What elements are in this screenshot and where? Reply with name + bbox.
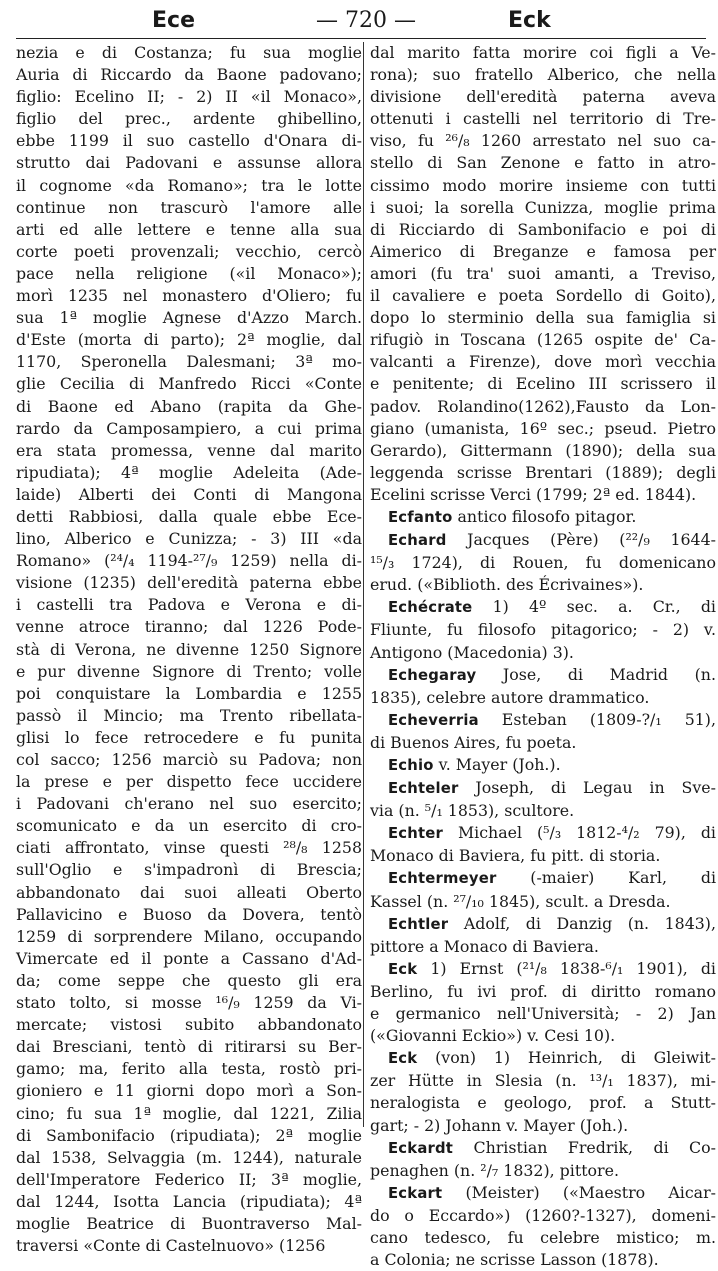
text-line: passò il Mincio; ma Trento ribellata- — [16, 705, 362, 725]
text-line: lino, Alberico e Cunizza; - 3) III «da — [16, 529, 362, 549]
text-line: di Ricciardo di Sambonifacio e poi di — [370, 219, 716, 239]
entry-headword: Echtler — [388, 915, 449, 933]
entry-text: 1) Ernst (²¹/₈ 1838-⁶/₁ 1901), di — [417, 958, 716, 978]
text-line: d'Este (morta di parto); 2ª moglie, dal — [16, 330, 362, 350]
text-line: ottenuti i castelli nel territorio di Tre- — [370, 109, 716, 129]
text-line: rifugiò in Toscana (1265 ospite de' Ca- — [370, 330, 716, 350]
text-line: strutto dai Padovani e assunse allora — [16, 153, 362, 173]
text-line: giano (umanista, 16º sec.; pseud. Pietro — [370, 418, 716, 438]
text-line: leggenda scrisse Brentari (1889); degli — [370, 462, 716, 482]
text-line: nezia e di Costanza; fu sua moglie — [16, 43, 362, 62]
text-line: Romano» (²⁴/₄ 1194-²⁷/₉ 1259) nella di- — [16, 551, 362, 571]
text-line: rardo da Camposampiero, a cui prima — [16, 418, 362, 438]
text-line: padov. Rolandino(1262),Fausto da Lon- — [370, 396, 716, 416]
text-line: abbandonato dai suoi alleati Oberto — [16, 882, 362, 902]
column-divider — [363, 42, 364, 1127]
text-line: 1259 di sorprendere Milano, occupando — [16, 926, 362, 946]
text-line: sull'Oglio e s'impadronì di Brescia; — [16, 860, 362, 880]
entry-text: Esteban (1809-?/₁ 51), — [478, 709, 716, 729]
text-line: dell'Imperatore Federico II; 3ª moglie, — [16, 1169, 362, 1189]
text-line: morì 1235 nel monastero d'Oliero; fu — [16, 286, 362, 306]
entry-text: Joseph, di Legau in Sve- — [458, 778, 716, 798]
text-line: cissimo modo morire insieme con tutti — [370, 175, 716, 195]
text-line: cano tedesco, fu celebre mistico; m. — [370, 1227, 716, 1247]
dictionary-entry — [370, 777, 716, 800]
page-header — [0, 6, 718, 36]
text-line: ciati affrontato, vinse questi ²⁸/₈ 1258 — [16, 838, 362, 858]
text-line: pittore a Monaco di Baviera. — [370, 936, 599, 956]
text-line: poi conquistare la Lombardia e 1255 — [16, 683, 362, 703]
text-line: continue non trascurò l'amore alle — [16, 197, 362, 217]
text-line: Berlino, fu ivi prof. di diritto romano — [370, 981, 716, 1001]
text-line: di Baone ed Abano (rapita da Ghe- — [16, 396, 362, 416]
dictionary-entry — [370, 506, 716, 529]
text-line: glie Cecilia di Manfredo Ricci «Conte — [16, 374, 362, 394]
text-line: i suoi; la sorella Cunizza, moglie prima — [370, 197, 716, 217]
entry-headword: Echegaray — [388, 666, 477, 684]
left-column — [16, 42, 362, 1256]
text-line: moglie Beatrice di Buontraverso Mal- — [16, 1213, 362, 1233]
text-line: 1835), celebre autore drammatico. — [370, 687, 650, 707]
entry-headword: Echter — [388, 825, 444, 843]
text-line: il cavaliere e poeta Sordello di Goito), — [370, 286, 716, 306]
text-line: Fliunte, fu filosofo pitagorico; - 2) v. — [370, 620, 716, 640]
text-line: rona); suo fratello Alberico, che nella — [370, 65, 716, 85]
dictionary-entry — [370, 1182, 716, 1205]
dictionary-entry — [370, 822, 716, 845]
entry-text: Jose, di Madrid (n. — [476, 664, 716, 684]
text-line: ebbe 1199 il suo castello d'Onara di- — [16, 131, 362, 151]
entry-headword: Eck — [388, 1050, 418, 1068]
entry-text: (-maier) Karl, di — [496, 868, 716, 888]
text-line: dai Bresciani, tentò di ritirarsi su Ber- — [16, 1037, 362, 1057]
text-line: neralogista e geologo, prof. a Stutt- — [370, 1093, 716, 1113]
text-line: 1170, Speronella Dalesmani; 3ª mo- — [16, 352, 362, 372]
text-line: viso, fu ²⁶/₈ 1260 arrestato nel suo ca- — [370, 131, 716, 151]
entry-text: 1) 4º sec. a. Cr., di — [472, 597, 716, 617]
text-line: stato tolto, si mosse ¹⁶/₉ 1259 da Vi- — [16, 993, 362, 1013]
text-line: Pallavicino e Buoso da Dovera, tentò — [16, 904, 362, 924]
text-line: venne atroce tiranno; dal 1226 Pode- — [16, 617, 362, 637]
dictionary-entry — [370, 529, 716, 552]
text-line: via (n. ⁵/₁ 1853), scultore. — [370, 801, 575, 821]
text-line: Vimercate ed il ponte a Cassano d'Ad- — [16, 948, 362, 968]
text-line: i castelli tra Padova e Verona e di- — [16, 595, 362, 615]
text-line: Ecelini scrisse Verci (1799; 2ª ed. 1844). — [370, 484, 697, 504]
text-line: dal marito fatta morire coi figli a Ve- — [370, 43, 716, 62]
text-line: erud. («Biblioth. des Écrivaines»). — [370, 575, 644, 595]
entry-headword: Echeverria — [388, 711, 479, 729]
text-line: valcanti a Firenze), dove morì vecchia — [370, 352, 716, 372]
text-line: stello di San Zenone e fatto in atro- — [370, 153, 716, 173]
entry-headword: Echio — [388, 757, 434, 774]
text-line: visione (1235) dell'eredità paterna ebbe — [16, 573, 362, 593]
text-line: Auria di Riccardo da Baone padovano; — [16, 65, 362, 85]
entry-text: Jacques (Père) (²²/₉ 1644- — [446, 530, 716, 550]
text-line: gart; - 2) Johann v. Mayer (Joh.). — [370, 1115, 629, 1135]
text-line: scomunicato e da un esercito di cro- — [16, 816, 362, 836]
text-line: divisione dell'eredità paterna aveva — [370, 87, 716, 107]
text-line: dal 1244, Isotta Lancia (ripudiata); 4ª — [16, 1191, 362, 1211]
text-line: Aimerico di Breganze e famosa per — [370, 241, 716, 261]
text-line: cino; fu sua 1ª moglie, dal 1221, Zilia — [16, 1103, 362, 1123]
entry-text: (Meister) («Maestro Aicar- — [442, 1182, 716, 1202]
dictionary-entry — [370, 913, 716, 936]
entry-text: Christian Fredrik, di Co- — [453, 1137, 716, 1157]
text-line: di Sambonifacio (ripudiata); 2ª moglie — [16, 1125, 362, 1145]
entry-headword: Echtermeyer — [388, 870, 497, 888]
text-line: Gerardo), Gittermann (1890); della sua — [370, 440, 716, 460]
text-line: gioniero e 11 giorni dopo morì a Son- — [16, 1081, 362, 1101]
entry-headword: Echécrate — [388, 599, 473, 617]
dictionary-entry — [370, 867, 716, 890]
text-line: Kassel (n. ²⁷/₁₀ 1845), scult. a Dresda. — [370, 891, 671, 911]
right-guide-word: Eck — [508, 8, 551, 33]
text-line: arti ed alle lettere e tenne alla sua — [16, 219, 362, 239]
text-line: a Colonia; ne scrisse Lasson (1878). — [370, 1250, 659, 1270]
entry-headword: Echteler — [388, 780, 459, 798]
entry-text: Adolf, di Danzig (n. 1843), — [448, 913, 716, 933]
text-line: e pur divenne Signore di Trento; volle — [16, 661, 362, 681]
text-line: («Giovanni Eckio») v. Cesi 10). — [370, 1026, 616, 1046]
header-rule — [16, 38, 706, 39]
text-line: da; come seppe che questo gli era — [16, 970, 362, 990]
text-line: la prese e per dispetto fece uccidere — [16, 772, 362, 792]
text-line: zer Hütte in Slesia (n. ¹³/₁ 1837), mi- — [370, 1071, 716, 1091]
text-line: il cognome «da Romano»; tra le lotte — [16, 175, 362, 195]
right-column — [370, 42, 716, 1270]
text-line: col sacco; 1256 marciò su Padova; non — [16, 750, 362, 769]
text-line: Monaco di Baviera, fu pitt. di storia. — [370, 846, 661, 866]
text-line: amori (fu tra' suoi amanti, a Treviso, — [370, 263, 716, 283]
text-line: gamo; ma, ferito alla testa, rostò pri- — [16, 1059, 362, 1079]
text-line: corte poeti provenzali; vecchio, cercò — [16, 241, 362, 261]
text-line: dopo lo sterminio della sua famiglia si — [370, 308, 716, 328]
left-guide-word: Ece — [152, 8, 195, 33]
dictionary-entry — [370, 958, 716, 981]
entry-text: (von) 1) Heinrich, di Gleiwit- — [417, 1048, 716, 1068]
text-line: do o Eccardo») (1260?-1327), domeni- — [370, 1205, 716, 1225]
text-line: i Padovani ch'erano nel suo esercito; — [16, 794, 362, 814]
text-line: e germanico nell'Università; - 2) Jan — [370, 1004, 716, 1024]
entry-headword: Ecfanto — [388, 508, 453, 526]
text-line: e penitente; di Ecelino III scrissero il — [370, 374, 716, 394]
text-line: sua 1ª moglie Agnese d'Azzo March. — [16, 308, 362, 328]
dictionary-entry — [370, 596, 716, 619]
text-line: era stata promessa, venne dal marito — [16, 440, 362, 460]
text-line: figlio: Ecelino II; - 2) II «il Monaco», — [16, 87, 362, 107]
dictionary-entry — [370, 664, 716, 687]
dictionary-entry — [370, 754, 716, 777]
text-line: di Buenos Aires, fu poeta. — [370, 732, 577, 752]
text-line: detti Rabbiosi, dalla quale ebbe Ece- — [16, 506, 362, 526]
dictionary-entry — [370, 709, 716, 732]
text-line: dal 1538, Selvaggia (m. 1244), naturale — [16, 1147, 362, 1167]
text-line: penaghen (n. ²/₇ 1832), pittore. — [370, 1160, 619, 1180]
entry-text: v. Mayer (Joh.). — [433, 755, 561, 774]
dictionary-entry — [370, 1137, 716, 1160]
entry-text: antico filosofo pitagor. — [452, 506, 637, 526]
text-line: ripudiata); 4ª moglie Adeleita (Ade- — [16, 462, 362, 482]
text-line: traversi «Conte di Castelnuovo» (1256 — [16, 1236, 326, 1256]
text-line: laide) Alberti dei Conti di Mangona — [16, 484, 362, 504]
entry-headword: Echard — [388, 532, 447, 550]
entry-headword: Eck — [388, 960, 418, 978]
entry-text: Michael (⁵/₃ 1812-⁴/₂ 79), di — [443, 823, 716, 843]
text-line: mercate; vistosi subito abbandonato — [16, 1015, 362, 1035]
text-line: ¹⁵/₃ 1724), di Rouen, fu domenicano — [370, 553, 716, 573]
text-line: Antigono (Macedonia) 3). — [370, 642, 574, 662]
entry-headword: Eckardt — [388, 1139, 454, 1157]
page-number: — 720 — — [316, 8, 416, 33]
text-line: stà di Verona, ne divenne 1250 Signore — [16, 639, 362, 659]
entry-headword: Eckart — [388, 1184, 443, 1202]
text-line: figlio del prec., ardente ghibellino, — [16, 109, 362, 129]
dictionary-entry — [370, 1047, 716, 1070]
text-line: pace nella religione («il Monaco»); — [16, 263, 362, 283]
text-line: glisi lo fece retrocedere e fu punita — [16, 727, 362, 747]
